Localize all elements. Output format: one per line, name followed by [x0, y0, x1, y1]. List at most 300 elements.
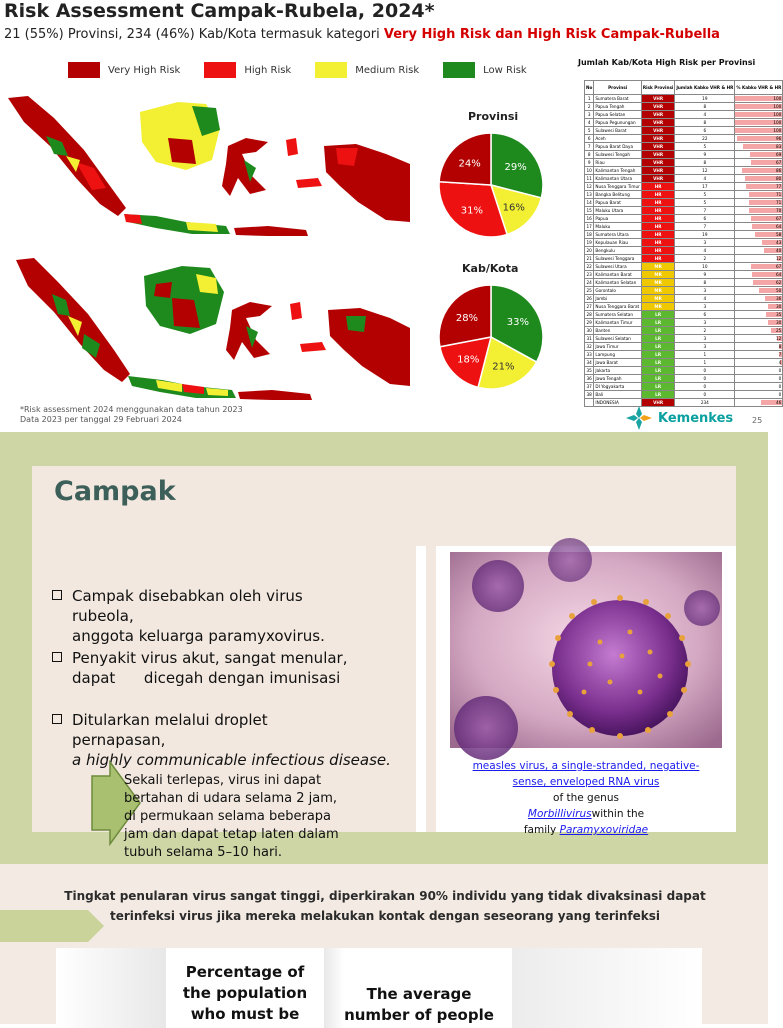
callout-line: tubuh selama 5–10 hari.: [124, 845, 283, 860]
table-cell: Jawa Barat: [594, 359, 642, 367]
table-cell: [735, 199, 783, 207]
table-cell: Bengkulu: [594, 247, 642, 255]
table-row: [585, 295, 783, 303]
table-cell: 33: [585, 351, 594, 359]
pie-chart-provinsi: [436, 130, 546, 240]
pie-title-kabkota: Kab/Kota: [462, 262, 519, 275]
table-cell: 8: [585, 151, 594, 159]
caption-link[interactable]: measles virus, a single-stranded, negative-: [472, 760, 700, 772]
transmission-text: [40, 886, 730, 926]
table-cell: 10: [675, 263, 735, 271]
table-cell: Sulawesi Barat: [594, 127, 642, 135]
table-cell: Kalimantan Timur: [594, 319, 642, 327]
percent-value: 25: [775, 328, 782, 333]
legend-label: Medium Risk: [355, 64, 420, 76]
table-cell: 0: [675, 375, 735, 383]
table-cell: [735, 335, 783, 343]
table-cell: [735, 103, 783, 111]
table-cell: [735, 375, 783, 383]
bullet-text: a highly communicable infectious disease.: [72, 751, 391, 769]
percent-value: 36: [775, 296, 782, 301]
caption-link-paramyxoviridae[interactable]: Paramyxoviridae: [559, 824, 649, 836]
caption-text: of the genus: [553, 792, 619, 804]
table-row: [585, 183, 783, 191]
table-cell: LR: [641, 383, 674, 391]
table-row: [585, 223, 783, 231]
table-cell: 0: [675, 391, 735, 399]
table-cell: Nusa Tenggara Timur: [595, 184, 640, 189]
table-cell: 9: [675, 271, 735, 279]
table-cell: Kepulauan Riau: [594, 239, 642, 247]
table-cell: 19: [585, 239, 594, 247]
transmission-line: terinfeksi virus jika mereka melakukan kontak dengan seseorang yang terinfeksi: [109, 909, 661, 923]
table-cell: [735, 359, 783, 367]
table-header-row: [585, 81, 783, 95]
checkbox-bullet-icon: [52, 590, 62, 600]
table-cell: [735, 151, 783, 159]
table-cell: 8: [675, 103, 735, 111]
table-cell: 0: [675, 383, 735, 391]
table-cell: VHR: [641, 143, 674, 151]
header-line: The average: [366, 985, 472, 1003]
logo-text: Kemenkes: [658, 410, 734, 426]
table-row: [585, 359, 783, 367]
table-cell: 0: [675, 367, 735, 375]
table-row: [585, 327, 783, 335]
table-cell: Papua Selatan: [594, 111, 642, 119]
table-cell: 9: [675, 151, 735, 159]
percent-value: 58: [775, 232, 782, 237]
table-cell: 18: [585, 231, 594, 239]
percent-value: 43: [775, 240, 782, 245]
table-row: [585, 127, 783, 135]
legend-label: Very High Risk: [108, 64, 181, 76]
risk-table: [584, 80, 783, 407]
table-cell: MR: [641, 295, 674, 303]
pie-label: 21%: [492, 361, 515, 373]
table-cell: 15: [585, 207, 594, 215]
table-cell: LR: [641, 311, 674, 319]
table-cell: [735, 231, 783, 239]
table-cell: 6: [675, 127, 735, 135]
table-cell: 37: [585, 383, 594, 391]
table-row: [585, 375, 783, 383]
pie-label: 29%: [504, 161, 527, 173]
table-cell: 4: [675, 111, 735, 119]
percent-value: 64: [775, 224, 782, 229]
table-cell: VHR: [641, 111, 674, 119]
column-header-average: [334, 984, 504, 1026]
table-cell: 32: [585, 343, 594, 351]
checkbox-bullet-icon: [52, 714, 62, 724]
table-cell: Papua: [594, 215, 642, 223]
table-cell: Sumatera Utara: [594, 231, 642, 239]
table-cell: Sumatera Barat: [594, 95, 642, 103]
percent-value: 67: [775, 160, 782, 165]
table-row: [585, 143, 783, 151]
table-cell: Jawa Tengah: [594, 375, 642, 383]
bullet-text: dapat dicegah dengan imunisasi: [72, 669, 341, 687]
table-cell: [735, 327, 783, 335]
table-cell: Sulawesi Tengah: [594, 151, 642, 159]
table-cell: 3: [675, 303, 735, 311]
percent-value: 30: [775, 320, 782, 325]
card-column-left-shade: [56, 948, 166, 1028]
table-row: [585, 343, 783, 351]
table-row: [585, 311, 783, 319]
table-cell: HR: [641, 255, 674, 263]
table-cell: MR: [641, 263, 674, 271]
percent-value: 70: [775, 208, 782, 213]
table-cell: 25: [585, 287, 594, 295]
pie-chart-kabkota: [436, 282, 546, 392]
percent-value: 4: [778, 360, 782, 365]
table-cell: 6: [675, 215, 735, 223]
table-cell: 5: [675, 199, 735, 207]
percent-value: 7: [778, 352, 782, 357]
legend-swatch: [315, 62, 347, 78]
percent-value: 100: [773, 96, 782, 101]
table-cell: 19: [675, 231, 735, 239]
table-cell: [735, 119, 783, 127]
table-cell: MR: [641, 271, 674, 279]
table-cell: VHR: [641, 399, 674, 407]
table-cell: 5: [585, 127, 594, 135]
table-cell: Jambi: [594, 295, 642, 303]
transmission-line: Tingkat penularan virus sangat tinggi, diperkirakan 90% individu yang tidak divaksinasi dapat: [64, 889, 706, 903]
percent-value: 100: [773, 112, 782, 117]
column-header-percentage: [166, 962, 324, 1025]
header-line: Percentage of: [185, 963, 305, 981]
table-row: [585, 119, 783, 127]
table-cell: DI Yogyakarta: [594, 383, 642, 391]
percent-value: 67: [775, 264, 782, 269]
legend-item: [315, 62, 419, 78]
table-cell: [735, 143, 783, 151]
risk-legend: [68, 62, 551, 78]
table-cell: [735, 247, 783, 255]
pie-label: 31%: [460, 205, 483, 217]
table-cell: Kalimantan Barat: [594, 271, 642, 279]
table-cell: 3: [675, 343, 735, 351]
table-cell: [735, 343, 783, 351]
map-sumatra: [8, 96, 126, 216]
kemenkes-logo-icon: [626, 406, 652, 430]
table-cell: [735, 263, 783, 271]
bullet-1: [52, 586, 325, 646]
kabkota-map: [6, 254, 410, 404]
pie-label: 24%: [458, 158, 481, 170]
table-row: [585, 303, 783, 311]
image-caption: [436, 758, 736, 838]
slide-title: Risk Assessment Campak-Rubela, 2024*: [4, 0, 435, 22]
percent-value: 77: [775, 184, 782, 189]
table-row: [585, 367, 783, 375]
table-cell: [735, 111, 783, 119]
table-cell: Papua Tengah: [594, 103, 642, 111]
table-cell: LR: [641, 391, 674, 399]
table-cell: [735, 135, 783, 143]
table-cell: 1: [675, 351, 735, 359]
table-cell: [735, 223, 783, 231]
table-cell: 3: [675, 239, 735, 247]
table-cell: Kalimantan Selatan: [594, 279, 642, 287]
table-cell: [735, 295, 783, 303]
table-cell: 22: [585, 263, 594, 271]
table-row: [585, 271, 783, 279]
legend-label: Low Risk: [483, 64, 527, 76]
table-row: [585, 135, 783, 143]
table-cell: 12: [585, 183, 594, 191]
table-cell: [735, 279, 783, 287]
map-java-red: [124, 214, 142, 224]
table-cell: Lampung: [594, 351, 642, 359]
map-papua-green: [346, 316, 366, 332]
table-cell: Maluku: [594, 223, 642, 231]
table-cell: LR: [641, 359, 674, 367]
table-cell: HR: [641, 215, 674, 223]
percent-value: 0: [778, 392, 782, 397]
callout-line: Sekali terlepas, virus ini dapat: [124, 773, 322, 788]
table-cell: 3: [585, 111, 594, 119]
legend-swatch: [68, 62, 100, 78]
table-cell: 4: [675, 247, 735, 255]
table-row: [585, 239, 783, 247]
chevron-right-icon: [0, 910, 104, 942]
province-map: [6, 90, 410, 240]
table-row: [585, 207, 783, 215]
table-cell: 8: [675, 119, 735, 127]
table-cell: 20: [585, 247, 594, 255]
caption-text: family: [523, 824, 560, 836]
table-header-cell: Provinsi: [594, 81, 642, 95]
table-cell: 9: [585, 159, 594, 167]
table-cell: [735, 95, 783, 103]
table-cell: 14: [585, 199, 594, 207]
table-cell: [735, 159, 783, 167]
percent-value: 100: [773, 128, 782, 133]
callout-line: jam dan dapat tetap laten dalam: [124, 827, 339, 842]
table-cell: 10: [585, 167, 594, 175]
table-cell: Sulawesi Utara: [594, 263, 642, 271]
table-cell: 24: [585, 279, 594, 287]
map-maluku: [290, 302, 326, 352]
table-cell: [735, 399, 783, 407]
table-cell: VHR: [641, 95, 674, 103]
table-cell: LR: [641, 319, 674, 327]
percent-value: 40: [775, 248, 782, 253]
bullet-text: anggota keluarga paramyxovirus.: [72, 627, 325, 645]
table-cell: 1: [585, 95, 594, 103]
percent-value: 46: [775, 400, 782, 405]
table-cell: 6: [675, 311, 735, 319]
table-cell: 29: [585, 319, 594, 327]
table-cell: Jawa Timur: [594, 343, 642, 351]
percent-value: 96: [775, 136, 782, 141]
table-cell: [735, 287, 783, 295]
table-cell: Sumatera Selatan: [594, 311, 642, 319]
table-cell: Banten: [594, 327, 642, 335]
table-cell: 21: [585, 255, 594, 263]
table-cell: MR: [641, 279, 674, 287]
measles-virus-image: [450, 552, 722, 748]
table-cell: Gorontalo: [594, 287, 642, 295]
legend-item: [443, 62, 527, 78]
bullet-2: [52, 648, 348, 688]
table-cell: LR: [641, 375, 674, 383]
table-cell: 7: [675, 223, 735, 231]
table-cell: 16: [585, 215, 594, 223]
table-cell: Papua Barat Daya: [594, 143, 642, 151]
table-cell: 27: [585, 303, 594, 311]
slide-subtitle: [4, 27, 720, 42]
table-row: [585, 191, 783, 199]
percent-value: 69: [775, 152, 782, 157]
table-cell: HR: [641, 191, 674, 199]
percent-value: 71: [775, 192, 782, 197]
table-cell: 17: [675, 183, 735, 191]
table-cell: MR: [641, 287, 674, 295]
table-cell: Bangka Belitung: [594, 191, 642, 199]
table-row: [585, 351, 783, 359]
table-cell: 5: [675, 191, 735, 199]
table-cell: 234: [675, 399, 735, 407]
percent-value: 30: [775, 304, 782, 309]
table-cell: HR: [641, 231, 674, 239]
table-cell: 38: [585, 391, 594, 399]
table-cell: VHR: [641, 103, 674, 111]
card-column-right-shade: [512, 948, 702, 1028]
table-cell: VHR: [641, 119, 674, 127]
table-cell: 4: [585, 119, 594, 127]
table-cell: [735, 311, 783, 319]
table-row: [585, 95, 783, 103]
table-cell: HR: [641, 239, 674, 247]
percent-value: 8: [778, 344, 782, 349]
table-cell: 23: [585, 271, 594, 279]
map-maluku: [286, 138, 322, 188]
bullet-text: Ditularkan melalui droplet: [72, 711, 268, 729]
pie-title-provinsi: Provinsi: [468, 110, 519, 123]
table-row: [585, 391, 783, 399]
table-cell: VHR: [641, 175, 674, 183]
table-cell: 8: [675, 159, 735, 167]
table-cell: Jakarta: [594, 367, 642, 375]
table-cell: 3: [675, 319, 735, 327]
footnote-line: Data 2023 per tanggal 29 Februari 2024: [20, 415, 182, 424]
table-row: [585, 335, 783, 343]
table-cell: [735, 367, 783, 375]
table-cell: 13: [585, 191, 594, 199]
table-row: [585, 167, 783, 175]
legend-swatch: [204, 62, 236, 78]
table-cell: [735, 319, 783, 327]
table-cell: 31: [585, 335, 594, 343]
table-cell: Nusa Tenggara Barat: [594, 303, 642, 311]
table-cell: HR: [641, 199, 674, 207]
footnote-line: *Risk assessment 2024 menggunakan data tahun 2023: [20, 405, 243, 414]
virus-image-panel: [436, 546, 736, 836]
table-row: [585, 263, 783, 271]
caption-link[interactable]: sense, enveloped RNA virus: [512, 776, 660, 788]
pie-label: 33%: [506, 317, 529, 329]
table-cell: 4: [675, 175, 735, 183]
subtitle-highlight: Very High Risk dan High Risk Campak-Rubella: [383, 27, 720, 42]
percent-value: 12: [775, 336, 782, 341]
table-row: [585, 279, 783, 287]
table-cell: [735, 271, 783, 279]
table-cell: 7: [585, 143, 594, 151]
table-cell: 3: [675, 287, 735, 295]
table-cell: Papua Barat: [594, 199, 642, 207]
table-cell: 22: [675, 135, 735, 143]
table-cell: 30: [585, 327, 594, 335]
caption-link-morbillivirus[interactable]: Morbillivirus: [527, 808, 592, 820]
table-cell: LR: [641, 335, 674, 343]
table-cell: HR: [641, 207, 674, 215]
table-cell: [735, 167, 783, 175]
table-cell: [735, 303, 783, 311]
table-cell: Bali: [594, 391, 642, 399]
table-cell: 7: [675, 207, 735, 215]
legend-item: [68, 62, 180, 78]
table-row: [585, 287, 783, 295]
table-cell: [735, 207, 783, 215]
percent-value: 100: [773, 104, 782, 109]
table-cell: VHR: [641, 167, 674, 175]
subtitle-text: 21 (55%) Provinsi, 234 (46%) Kab/Kota termasuk kategori: [4, 27, 384, 42]
table-cell: 3: [675, 335, 735, 343]
bullet-text: Campak disebabkan oleh virus: [72, 587, 303, 605]
table-cell: 2: [585, 103, 594, 111]
table-row: [585, 255, 783, 263]
table-cell: [735, 239, 783, 247]
percent-value: 71: [775, 200, 782, 205]
table-header-cell: Jumlah Kabko VHR & HR: [675, 81, 735, 95]
table-cell: [735, 391, 783, 399]
table-cell: 19: [675, 95, 735, 103]
table-cell: [735, 191, 783, 199]
pie-label: 28%: [455, 313, 479, 325]
table-cell: [735, 383, 783, 391]
table-cell: 17: [585, 223, 594, 231]
percent-value: 35: [775, 312, 782, 317]
table-row: [585, 319, 783, 327]
table-row: [585, 151, 783, 159]
bullet-text: Penyakit virus akut, sangat menular,: [72, 649, 348, 667]
table-cell: 1: [675, 359, 735, 367]
table-cell: 4: [675, 295, 735, 303]
table-cell: 6: [585, 135, 594, 143]
table-row: [585, 231, 783, 239]
table-row: [585, 103, 783, 111]
percent-value: 80: [775, 176, 782, 181]
table-cell: Kalimantan Tengah: [594, 167, 642, 175]
table-cell: 34: [585, 359, 594, 367]
table-cell: Aceh: [594, 135, 642, 143]
table-row: [585, 111, 783, 119]
table-cell: Kalimantan Utara: [594, 175, 642, 183]
table-cell: VHR: [641, 151, 674, 159]
table-cell: 36: [585, 375, 594, 383]
slide-title: Campak: [54, 476, 176, 507]
table-cell: [735, 215, 783, 223]
callout-line: di permukaan selama beberapa: [124, 809, 332, 824]
table-cell: LR: [641, 367, 674, 375]
table-cell: [735, 127, 783, 135]
table-cell: [585, 399, 594, 407]
callout-line: bertahan di udara selama 2 jam,: [124, 791, 338, 806]
